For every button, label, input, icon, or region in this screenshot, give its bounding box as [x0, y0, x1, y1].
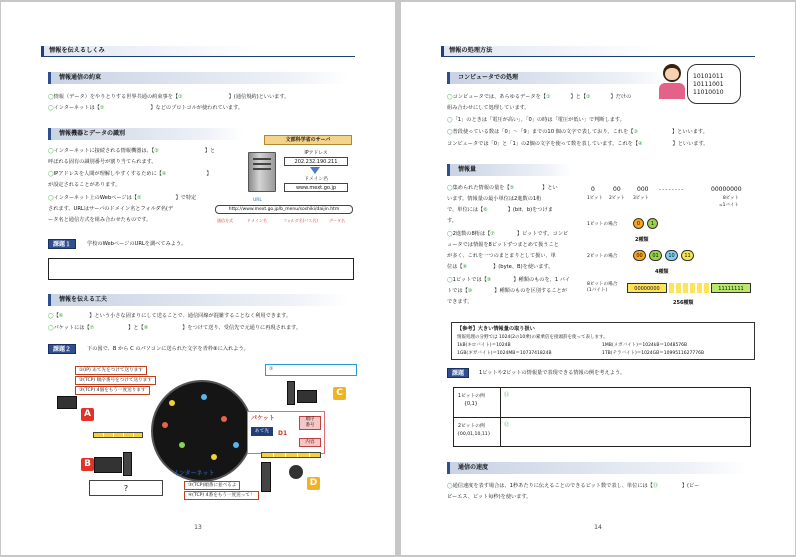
packet-dot — [233, 442, 239, 448]
text-line: ◯【⑥ 】という小さな固まりにして送ることで、通信回線が混雑することなく利用できます。 — [48, 313, 292, 319]
text-line: 組み合わせにして処理しています。 — [447, 105, 530, 111]
server-title: 文部科学省のサーバ — [264, 135, 352, 145]
text-line: ◯集められた情報の量を【⑤ 】とい — [447, 185, 558, 191]
text-line: ◯通信速度を表す場合は、1秒あたりに伝えることのできるビット数で表し、単位には【⑬ 】(ビー — [447, 483, 700, 489]
bits-unit: 3ビット — [633, 196, 649, 201]
section-heading: 情報通信の約束 — [48, 72, 348, 84]
url-part: 通信方式 — [217, 218, 233, 223]
case-label: 8ビットの場合 (1バイト) — [587, 282, 618, 293]
text-line: 位は【⑧ 】(byte、B)を使います。 — [447, 264, 554, 270]
text-line: ◯普段使っている数は「0」～「9」までの10 個の文字で表しており、これを【③ 】といいます。 — [447, 129, 708, 135]
byte-cell: 11111111 — [711, 283, 751, 293]
monitor-icon — [57, 396, 77, 409]
section-heading: 通信の速度 — [447, 462, 747, 474]
bit-cell: 0 — [633, 218, 644, 229]
node-letter: C — [333, 387, 346, 400]
text-line: ◯1ビットでは【⑨ 】種類のものを、1 バイ — [447, 277, 571, 283]
url-part: データ名 — [329, 218, 345, 223]
task-2-label: 課題２ — [48, 344, 76, 354]
task-text: 1ビットや2ビットの情報量で表現できる情報の例を考えよう。 — [479, 370, 626, 376]
text-line: で、単位には【⑥ 】(bit、b)をつけま — [447, 207, 553, 213]
bits-header: 00 — [613, 186, 621, 193]
node-letter: A — [81, 408, 94, 421]
speech-bubble: 10101011 10111001 11010010 — [687, 64, 741, 104]
url-part: ドメイン名 — [247, 218, 267, 223]
page-14 — [401, 2, 795, 555]
reference-line: 1GB(ギガバイト)＝1024MB＝1073741824B — [457, 351, 552, 356]
bits-header: 00000000 — [711, 186, 742, 193]
server-icon — [248, 152, 276, 192]
text-line: ◯IPアドレスを人間が理解しやすくするために【④ 】 — [48, 171, 212, 177]
node-letter: B — [81, 458, 94, 471]
text-line: されます。URLはサーバのドメイン名とフォルダ名(デ — [48, 206, 174, 212]
ip-label: IPアドレス — [304, 151, 328, 156]
bits-unit: =1バイト — [719, 203, 739, 208]
url-value: http://www.mext.go.jp/b_menu/soshiki/daijin.htm — [215, 205, 353, 214]
step-tag: ③(TCP)順番に並べるよ — [184, 481, 240, 490]
bits-header: 0 — [591, 186, 595, 193]
text-line: ◯コンピュータでは、あらゆるデータを【① 】と【② 】だけの — [447, 94, 632, 100]
row-label: 2ビットの例 — [458, 424, 485, 429]
case-label: 2ビットの場合 — [587, 254, 618, 259]
step-tag: ①(IP) あて先をつけて送ります — [75, 366, 147, 375]
face — [665, 68, 679, 80]
bits-unit: 2ビット — [609, 196, 625, 201]
text-line: できます。 — [447, 299, 473, 305]
reference-title: 【参考】大きい情報量の取り扱い — [457, 326, 535, 332]
page-title: 情報を伝えるしくみ — [41, 46, 355, 57]
bit-cell: 10 — [665, 250, 678, 261]
text-line: ピーエス、ビット毎秒)を使います。 — [447, 494, 532, 500]
pc-tower-icon — [287, 381, 295, 405]
question-box[interactable]: ? — [89, 480, 163, 496]
bit-cell: 1 — [647, 218, 658, 229]
packet-strip — [93, 432, 143, 438]
bit-cell: 01 — [649, 250, 662, 261]
bits-unit: 8ビット — [723, 196, 739, 201]
case-count: 256種類 — [673, 300, 694, 306]
task-1-label: 課題１ — [48, 239, 76, 249]
byte-cell: 00000000 — [627, 283, 667, 293]
section-heading: コンピュータでの処理 — [447, 72, 671, 84]
domain-value: www.mext.go.jp — [284, 183, 348, 192]
text-line: 呼ばれる固有の識別番号が割り当てられます。 — [48, 159, 157, 165]
url-tag: URL — [253, 198, 262, 203]
reference-line: 1kB(キロバイト)＝1024B — [457, 343, 511, 348]
monitor-icon — [94, 457, 122, 473]
text-line: ◯インターネット上のWebページは【⑤ 】で特定 — [48, 195, 197, 201]
reference-box — [451, 322, 755, 360]
page-title: 情報の処理方法 — [441, 46, 755, 57]
section-heading: 情報を伝える工夫 — [48, 294, 348, 306]
text-line: コンピュータでは「0」と「1」の2個の文字を使って数を表しています。これを【④ 】といいます。 — [447, 141, 709, 147]
answer-box-9[interactable]: ⑨ — [265, 364, 357, 376]
packet-dot — [169, 400, 175, 406]
step-tag: ④(TCP) 4番をもう一度送って！ — [184, 491, 259, 500]
bit-cell: 11 — [681, 250, 694, 261]
task-answer-table — [453, 387, 751, 447]
packet-dot — [201, 394, 207, 400]
row-label: 1ビットの例 — [458, 394, 485, 399]
case-count: 2種類 — [635, 237, 649, 243]
packet-dot — [162, 422, 168, 428]
step-tag: ③(TCP) 4個をもう一度送ります — [75, 386, 150, 395]
bits-header: 000 — [637, 186, 649, 193]
text-line: が設定されることがあります。 — [48, 182, 121, 188]
dashes: ‐‐‐‐‐‐‐‐ — [659, 186, 685, 193]
text-line: ◯2進数の8桁は【⑦ 】ビットです。コンピ — [447, 231, 569, 237]
answer-cell-12[interactable]: ⑫ — [504, 422, 510, 428]
packet-dot — [211, 454, 217, 460]
step-tag: ②(TCP) 順序番号をつけて送ります — [75, 376, 156, 385]
url-part: フォルダ名(パス名) — [283, 218, 318, 223]
text-line: ◯インターネットは【② 】などのプロトコルが使われています。 — [48, 105, 244, 111]
domain-label: ドメイン名 — [304, 177, 328, 182]
text-line: トでは【⑩ 】種類のものを区別することが — [447, 288, 567, 294]
page-number: 14 — [594, 524, 602, 531]
body — [659, 83, 685, 99]
pc-tower-icon — [123, 452, 132, 476]
row-sub: {0,1} — [464, 402, 478, 407]
task-1-answer-box[interactable] — [48, 258, 354, 280]
pc-tower-icon — [261, 462, 271, 492]
case-count: 4種類 — [655, 269, 669, 275]
node-letter: D — [307, 477, 320, 490]
text-line: ◯パケットには【⑦ 】と【⑧ 】をつけて送り、受信先で元通りに再現されます。 — [48, 325, 302, 331]
section-heading: 情報機器とデータの識別 — [48, 128, 244, 140]
arrow-down-icon — [310, 167, 320, 174]
text-line: います。情報量の最小単位は2進数の1桁 — [447, 196, 542, 202]
bits-unit: 1ビット — [587, 196, 603, 201]
packet-card: パケット あて先 順序 番号 D1 内容 — [247, 411, 325, 454]
text-line: ュータでは情報を8ビットずつまとめて扱うこと — [447, 242, 559, 248]
row-sub: {00,01,10,11} — [457, 432, 491, 437]
task-label: 課題 — [447, 368, 469, 378]
packet-dot — [179, 442, 185, 448]
section-heading: 情報量 — [447, 164, 571, 176]
internet-label: インターネット — [173, 470, 215, 477]
text-line: ◯情報（データ）をやりとりする世界共通の約束事を【① 】(通信規約)といいます。 — [48, 94, 290, 100]
text-line: ータ名と通信方式を組み合わせたものです。 — [48, 217, 152, 223]
text-line: が多く、これを一つのまとまりとして扱い、単 — [447, 253, 556, 259]
task-1-text: 学校のWebページのURLを調べてみよう。 — [87, 241, 187, 247]
text-line: ◯インターネットに接続される情報機器は、【③ 】と — [48, 148, 216, 154]
page-number: 13 — [194, 524, 202, 531]
reference-line: 1TB(テラバイト)＝1024GB＝1099511627776B — [602, 351, 705, 356]
person-icon — [289, 465, 303, 479]
task-2-text: 下の図で、B から C のパソコンに送られた文字を青枠⑨に入れよう。 — [87, 346, 249, 352]
text-line: ◯「1」のときは「電圧が高い」、「0」の時は「電圧が低い」で判断します。 — [447, 117, 625, 123]
reference-line: 1MB(メガバイト)＝1024kB＝1048576B — [602, 343, 688, 348]
ip-value: 202.232.190.211 — [284, 157, 348, 166]
laptop-icon — [297, 390, 317, 403]
text-line: す。 — [447, 218, 457, 224]
byte-sequence — [669, 283, 709, 293]
bit-cell: 00 — [633, 250, 646, 261]
answer-cell-11[interactable]: ⑪ — [504, 392, 510, 398]
page-13 — [1, 2, 395, 555]
reference-line: 情報処理の分野では 1024(2の10乗)の累乗倍を接頭辞を使って表します。 — [457, 335, 608, 340]
packet-dot — [221, 416, 227, 422]
packet-strip — [261, 452, 321, 458]
case-label: 1ビットの場合 — [587, 222, 618, 227]
